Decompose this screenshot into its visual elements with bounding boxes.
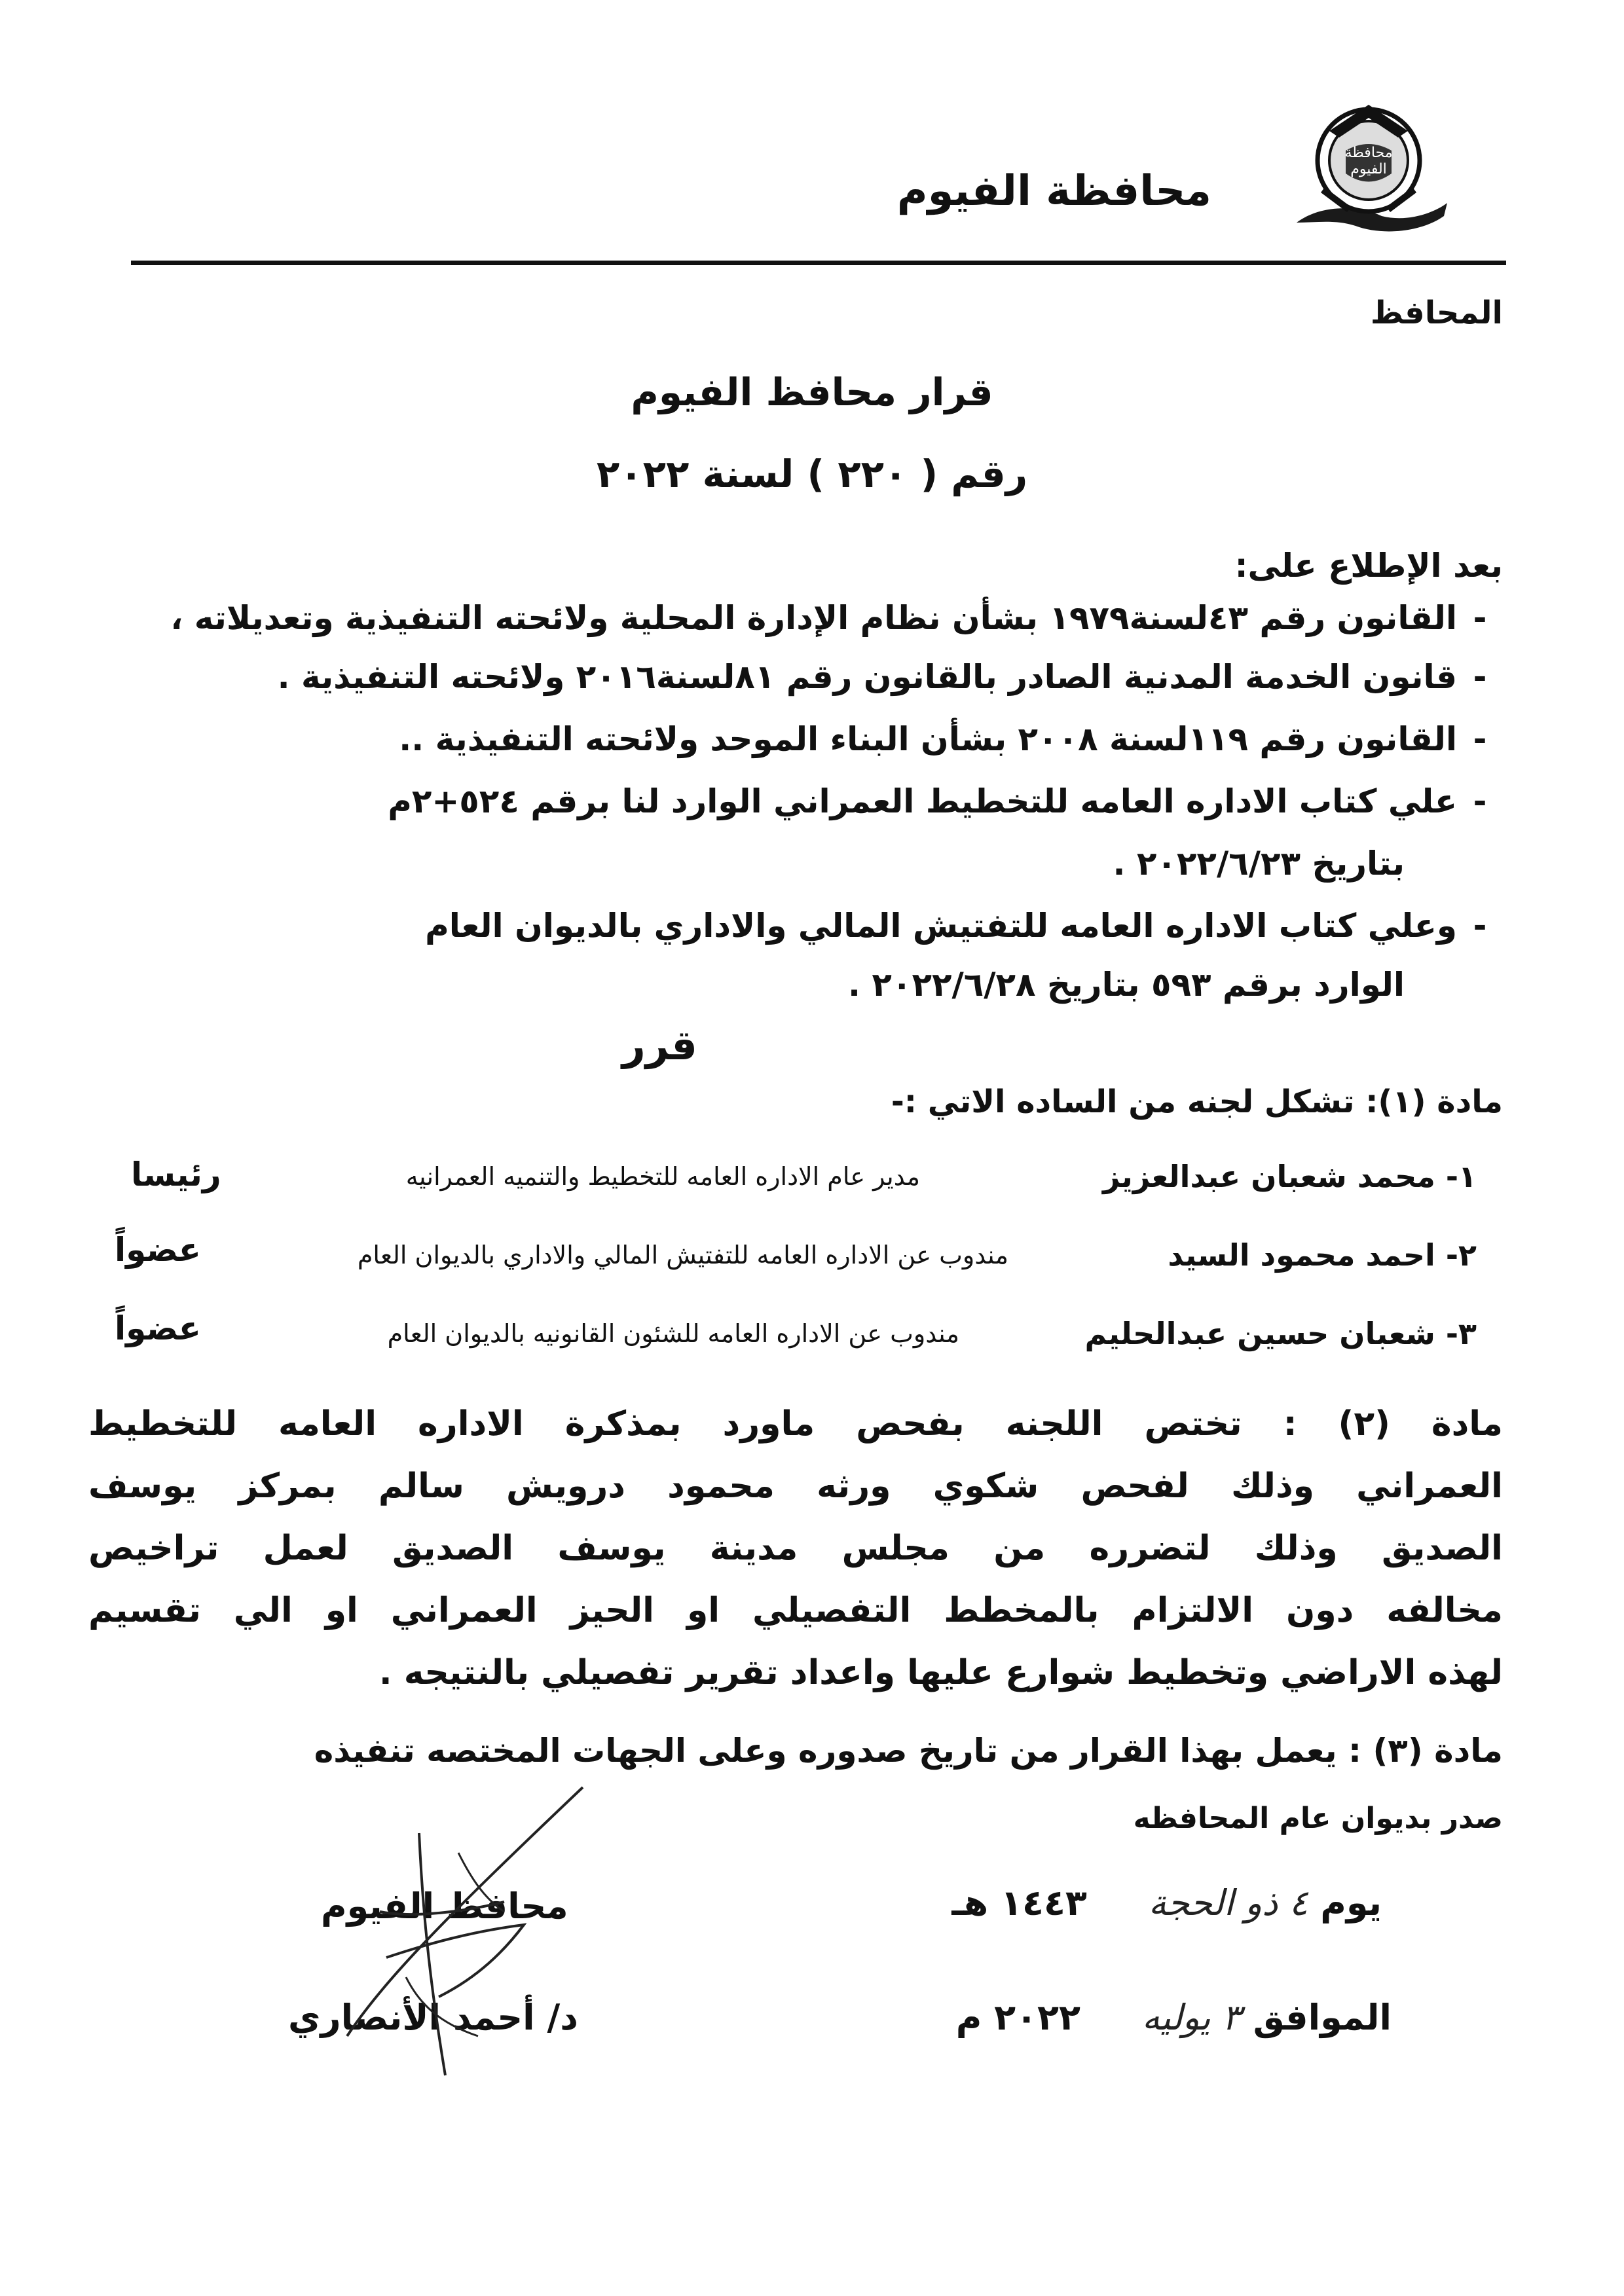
reference-item: -قانون الخدمة المدنية الصادر بالقانون رقم ٨١لسنة٢٠١٦ ولائحته التنفيذية . xyxy=(277,658,1487,696)
reference-item: -علي كتاب الاداره العامه للتخطيط العمراني الوارد لنا برقم ٥٢٤+٢م xyxy=(388,782,1487,820)
article-2-line: العمراني وذلك لفحص شكوي ورثه محمود درويش سالم بمركز يوسف xyxy=(88,1467,1503,1506)
header-divider xyxy=(131,261,1506,265)
article-1-heading: مادة (١): تشكل لجنه من الساده الاتي :- xyxy=(891,1084,1503,1120)
svg-text:الفيوم: الفيوم xyxy=(1350,161,1387,177)
decided-heading: قرر xyxy=(622,1021,697,1069)
signatory-title: محافظ الفيوم xyxy=(321,1886,568,1927)
handwritten-signature-icon xyxy=(308,1761,674,2102)
member-role: مندوب عن الاداره العامه للتفتيش المالي والاداري بالديوان العام xyxy=(357,1241,1008,1269)
reference-continuation: بتاريخ ٢٠٢٢/٦/٢٣ . xyxy=(1113,845,1405,883)
reference-item: -القانون رقم ٤٣لسنة١٩٧٩ بشأن نظام الإدارة المحلية ولائحته التنفيذية وتعديلاته ، xyxy=(170,599,1487,637)
member-position: عضواً xyxy=(115,1231,201,1269)
article-3: مادة (٣) : يعمل بهذا القرار من تاريخ صدوره وعلى الجهات المختصه تنفيذه xyxy=(314,1732,1503,1770)
decision-number: رقم ( ٢٢٠ ) لسنة ٢٠٢٢ xyxy=(596,452,1028,496)
member-name: ١- محمد شعبان عبدالعزيز xyxy=(1102,1159,1477,1194)
member-role: مندوب عن الاداره العامه للشئون القانونيه بالديوان العام xyxy=(387,1319,959,1348)
svg-text:محافظة: محافظة xyxy=(1344,145,1393,161)
preamble-heading: بعد الإطلاع على: xyxy=(1234,547,1503,585)
office-label: المحافظ xyxy=(1370,295,1503,331)
governorate-title: محافظة الفيوم xyxy=(896,167,1211,215)
article-2-line: الصديق وذلك لتضرره من مجلس مدينة يوسف الصديق لعمل تراخيص xyxy=(88,1529,1503,1568)
reference-item: -القانون رقم ١١٩لسنة ٢٠٠٨ بشأن البناء الموحد ولائحته التنفيذية .. xyxy=(399,720,1487,758)
member-position: عضواً xyxy=(115,1309,201,1347)
member-role: مدير عام الاداره العامه للتخطيط والتنميه العمرانيه xyxy=(405,1162,920,1191)
issued-at: صدر بديوان عام المحافظه xyxy=(1133,1802,1503,1835)
article-2-line: مادة (٢) : تختص اللجنه بفحص ماورد بمذكرة الاداره العامه للتخطيط xyxy=(88,1404,1503,1444)
decision-title: قرار محافظ الفيوم xyxy=(631,370,993,414)
gregorian-date: الموافق ٣ يوليه ٢٠٢٢ م xyxy=(955,1997,1392,2038)
member-name: ٢- احمد محمود السيد xyxy=(1168,1237,1477,1273)
fayoum-governorate-emblem-icon xyxy=(1283,92,1454,249)
signatory-name: د/ أحمد الأنصاري xyxy=(288,1997,578,2038)
article-2-line: لهذه الاراضي وتخطيط شوارع عليها واعداد تقرير تفصيلي بالنتيجه . xyxy=(378,1653,1503,1692)
article-2-line: مخالفه دون الالتزام بالمخطط التفصيلي او الحيز العمراني او الي تقسيم xyxy=(88,1591,1503,1630)
reference-continuation: الوارد برقم ٥٩٣ بتاريخ ٢٠٢٢/٦/٢٨ . xyxy=(848,966,1405,1004)
reference-item: -وعلي كتاب الاداره العامه للتفتيش المالي والاداري بالديوان العام xyxy=(425,907,1487,945)
hijri-date: يوم ٤ ذو الحجة ١٤٤٣ هـ xyxy=(951,1882,1382,1923)
member-name: ٣- شعبان حسين عبدالحليم xyxy=(1084,1316,1477,1351)
member-position: رئيسا xyxy=(131,1156,221,1194)
